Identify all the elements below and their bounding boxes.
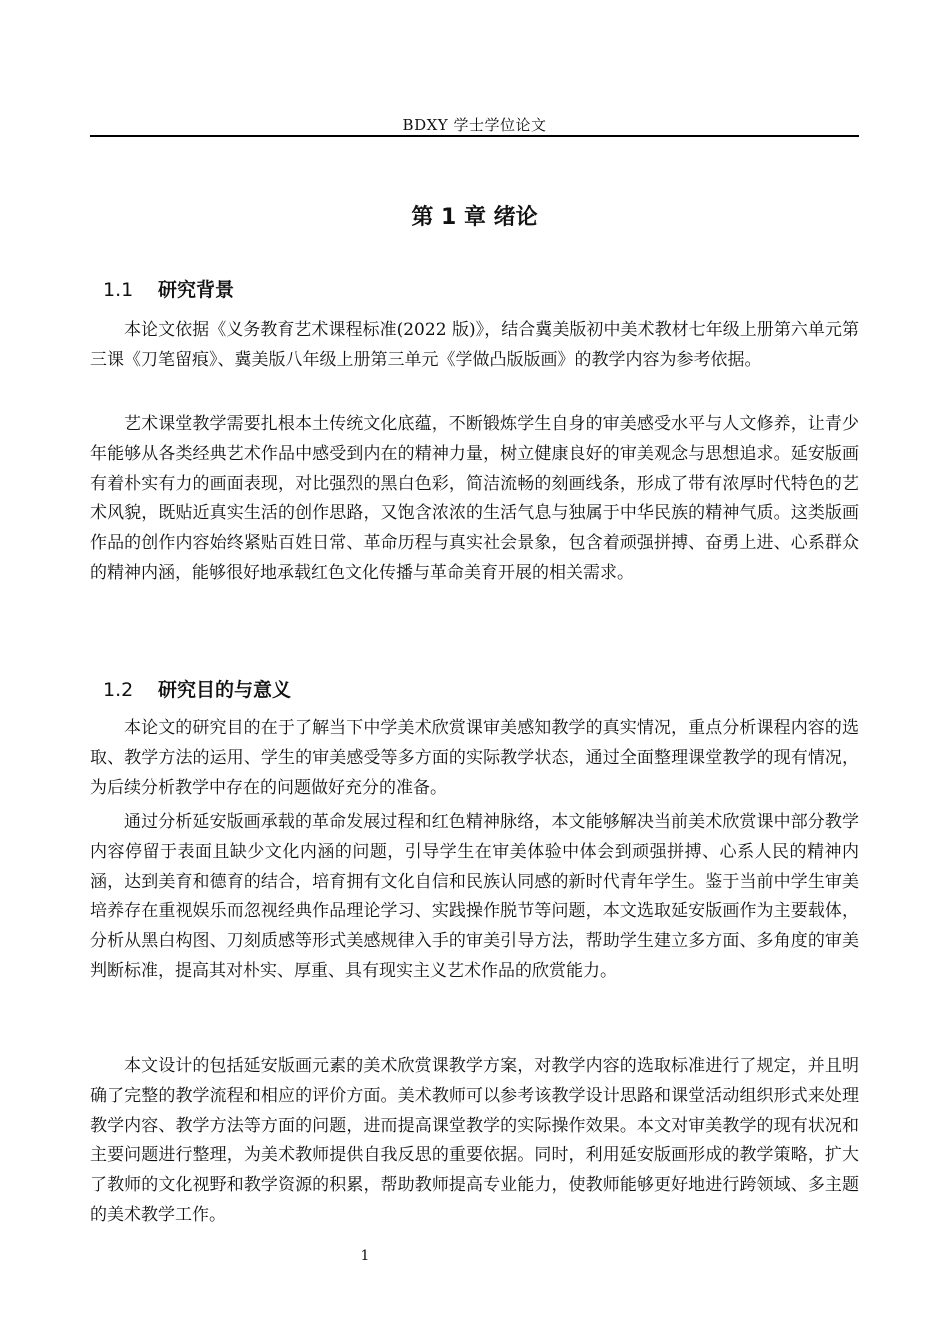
- body-paragraph: 艺术课堂教学需要扎根本土传统文化底蕴，不断锻炼学生自身的审美感受水平与人文修养，让青少年能够从各类经典艺术作品中感受到内在的精神力量，树立健康良好的审美观念与思想追求。延安版画有着朴实有力的画面表现，对比强烈的黑白色彩，简洁流畅的刻画线条，形成了带有浓厚时代特色的艺术风貌，既贴近真实生活的创作思路，又饱含浓浓的生活气息与独属于中华民族的精神气质。这类版画作品的创作内容始终紧贴百姓日常、革命历程与真实社会景象，包含着顽强拼搏、奋勇上进、心系群众的精神内涵，能够很好地承载红色文化传播与革命美育开展的相关需求。: [90, 414, 859, 583]
- section-title: 研究目的与意义: [158, 679, 292, 701]
- body-paragraph: 本论文的研究目的在于了解当下中学美术欣赏课审美感知教学的真实情况，重点分析课程内容的选取、教学方法的运用、学生的审美感受等多方面的实际教学状态，通过全面整理课堂教学的现有情况，为后续分析教学中存在的问题做好充分的准备。: [90, 718, 859, 798]
- section-title: 研究背景: [158, 279, 235, 301]
- section-number: 1.2: [103, 679, 134, 701]
- running-header: BDXY 学士学位论文: [402, 116, 547, 134]
- header-rule: [90, 135, 859, 137]
- section-heading-1-2: [103, 676, 291, 704]
- chapter-title: 第 1 章 绪论: [411, 205, 538, 230]
- body-paragraph: 本论文依据《义务教育艺术课程标准(2022 版)》，结合冀美版初中美术教材七年级上册第六单元第三课《刀笔留痕》、冀美版八年级上册第三单元《学做凸版版画》的教学内容为参考依据。: [90, 320, 859, 370]
- section-number: 1.1: [103, 279, 134, 301]
- page-number: 1: [360, 1248, 370, 1264]
- section-heading-1-1: [103, 276, 234, 304]
- body-paragraph: 通过分析延安版画承载的革命发展过程和红色精神脉络，本文能够解决当前美术欣赏课中部分教学内容停留于表面且缺少文化内涵的问题，引导学生在审美体验中体会到顽强拼搏、心系人民的精神内涵，达到美育和德育的结合，培育拥有文化自信和民族认同感的新时代青年学生。鉴于当前中学生审美培养存在重视娱乐而忽视经典作品理论学习、实践操作脱节等问题，本文选取延安版画作为主要载体，分析从黑白构图、刀刻质感等形式美感规律入手的审美引导方法，帮助学生建立多方面、多角度的审美判断标准，提高其对朴实、厚重、具有现实主义艺术作品的欣赏能力。: [90, 812, 859, 981]
- body-paragraph: 本文设计的包括延安版画元素的美术欣赏课教学方案，对教学内容的选取标准进行了规定，并且明确了完整的教学流程和相应的评价方面。美术教师可以参考该教学设计思路和课堂活动组织形式来处理教学内容、教学方法等方面的问题，进而提高课堂教学的实际操作效果。本文对审美教学的现有状况和主要问题进行整理，为美术教师提供自我反思的重要依据。同时，利用延安版画形成的教学策略，扩大了教师的文化视野和教学资源的积累，帮助教师提高专业能力，使教师能够更好地进行跨领域、多主题的美术教学工作。: [90, 1056, 859, 1225]
